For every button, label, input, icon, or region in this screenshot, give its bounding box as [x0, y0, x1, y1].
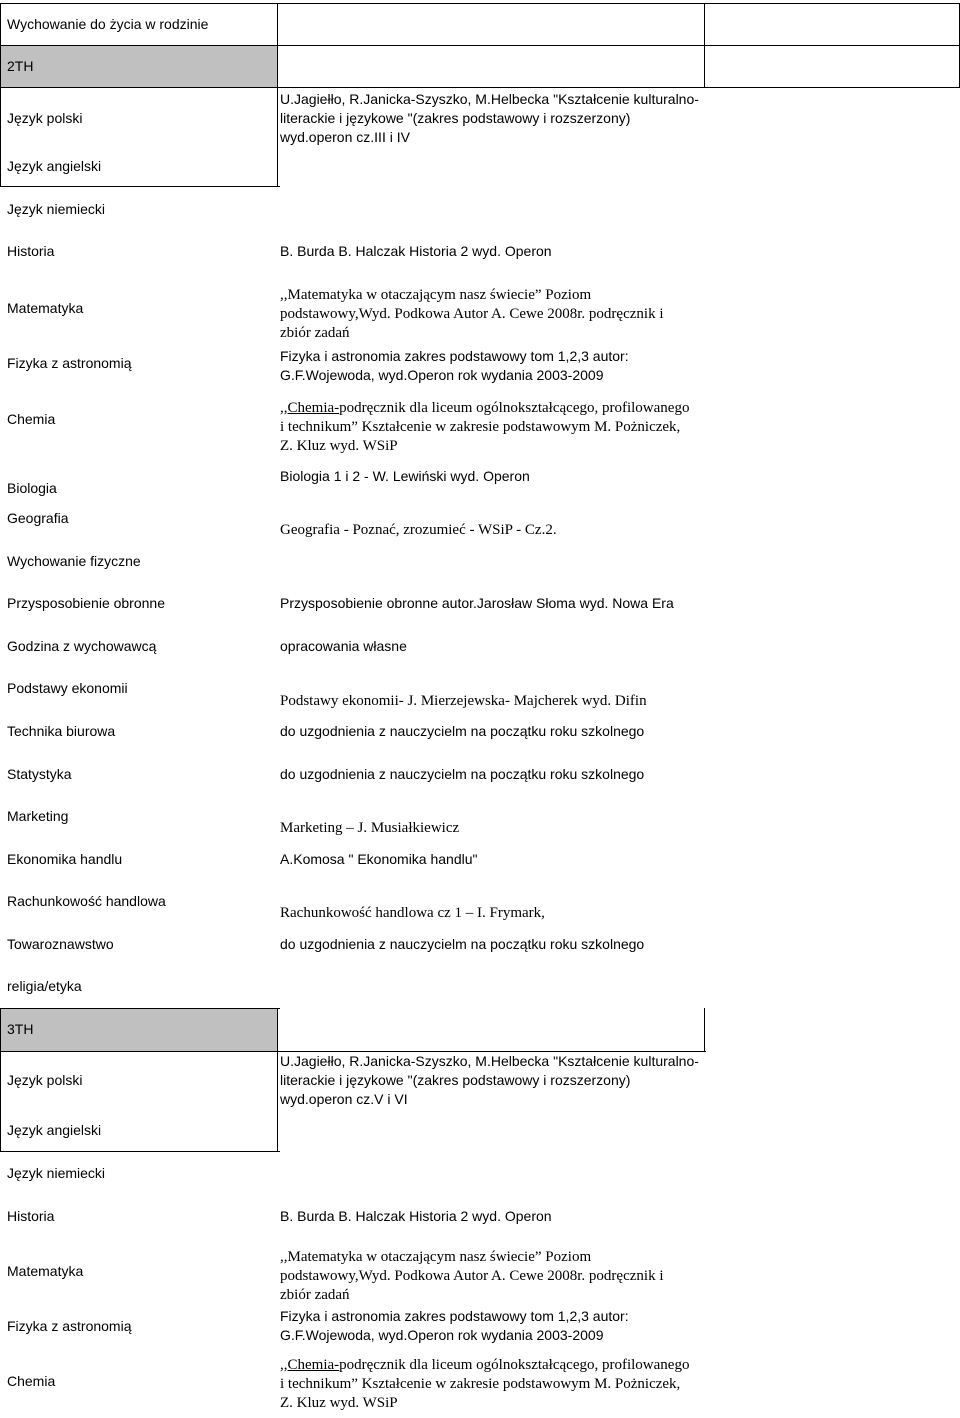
- subject-jezyk-polski-3th: Język polski: [7, 1072, 83, 1088]
- book-historia-3th: B. Burda B. Halczak Historia 2 wyd. Operon: [280, 1208, 552, 1224]
- book-chemia-3th-line1: [280, 1356, 689, 1375]
- subject-matematyka-3th: Matematyka: [7, 1263, 84, 1279]
- subject-wdzwr: Wychowanie do życia w rodzinie: [7, 16, 209, 32]
- table-border: [704, 1008, 705, 1052]
- book-chemia-3th-quote: ,,: [280, 1357, 288, 1373]
- subject-statystyka: Statystyka: [7, 766, 72, 782]
- book-fizyka-3th-line1: Fizyka i astronomia zakres podstawowy tom 1,2,3 autor:: [280, 1308, 629, 1324]
- class-label-2th: 2TH: [7, 58, 34, 74]
- book-podstawy-ekonomii: Podstawy ekonomii- J. Mierzejewska- Majcherek wyd. Difin: [280, 693, 647, 709]
- book-jezyk-polski-line3: wyd.operon cz.III i IV: [280, 129, 410, 145]
- subject-jezyk-niemiecki-3th: Język niemiecki: [7, 1165, 106, 1181]
- book-jezyk-polski-line1: U.Jagiełło, R.Janicka-Szyszko, M.Helbecka "Kształcenie kulturalno-: [280, 91, 699, 107]
- subject-marketing: Marketing: [7, 808, 69, 824]
- book-matematyka-3th-line1: ,,Matematyka w otaczającym nasz świecie” Poziom: [280, 1249, 592, 1265]
- book-chemia-line3: Z. Kluz wyd. WSiP: [280, 438, 398, 454]
- header-row-fill-2th: [1, 46, 277, 87]
- book-chemia-line1: [280, 399, 689, 418]
- subject-przysposobienie-obronne: Przysposobienie obronne: [7, 595, 165, 611]
- subject-geografia: Geografia: [7, 510, 69, 526]
- table-border: [0, 1151, 280, 1152]
- subject-historia-3th: Historia: [7, 1208, 55, 1224]
- book-matematyka-3th-line3: zbiór zadań: [280, 1287, 350, 1303]
- book-jezyk-polski-3th-line1: U.Jagiełło, R.Janicka-Szyszko, M.Helbecka "Kształcenie kulturalno-: [280, 1053, 699, 1069]
- book-ekonomika-handlu: A.Komosa " Ekonomika handlu": [280, 851, 478, 867]
- chemia-link[interactable]: Chemia-: [287, 400, 340, 416]
- book-chemia-3th-line1-rest: podręcznik dla liceum ogólnokształcącego, profilowanego: [339, 1357, 690, 1373]
- book-matematyka-3th-line2: podstawowy,Wyd. Podkowa Autor A. Cewe 2008r. podręcznik i: [280, 1268, 664, 1284]
- subject-chemia-3th: Chemia: [7, 1373, 56, 1389]
- class-label-3th: 3TH: [7, 1021, 34, 1037]
- book-chemia-quote: ,,: [280, 400, 288, 416]
- book-fizyka-line1: Fizyka i astronomia zakres podstawowy tom 1,2,3 autor:: [280, 348, 629, 364]
- subject-fizyka-3th: Fizyka z astronomią: [7, 1318, 132, 1334]
- table-border: [0, 87, 960, 88]
- subject-rachunkowosc-handlowa: Rachunkowość handlowa: [7, 893, 166, 909]
- book-jezyk-polski-line2: literackie i językowe "(zakres podstawowy i rozszerzony): [280, 110, 631, 126]
- book-matematyka-line2: podstawowy,Wyd. Podkowa Autor A. Cewe 2008r. podręcznik i: [280, 306, 664, 322]
- book-matematyka-line3: zbiór zadań: [280, 325, 350, 341]
- chemia-link-3th[interactable]: Chemia-: [287, 1357, 340, 1373]
- book-fizyka-line2: G.F.Wojewoda, wyd.Operon rok wydania 2003-2009: [280, 367, 604, 383]
- subject-jezyk-angielski: Język angielski: [7, 158, 102, 174]
- table-border: [0, 3, 1, 187]
- book-historia: B. Burda B. Halczak Historia 2 wyd. Operon: [280, 243, 552, 259]
- subject-jezyk-niemiecki: Język niemiecki: [7, 201, 106, 217]
- subject-wychowanie-fizyczne: Wychowanie fizyczne: [7, 553, 141, 569]
- table-border: [0, 186, 280, 187]
- book-chemia-line2: i technikum” Kształcenie w zakresie podstawowym M. Pożniczek,: [280, 419, 681, 435]
- book-jezyk-polski-3th-line2: literackie i językowe "(zakres podstawowy i rozszerzony): [280, 1072, 631, 1088]
- subject-historia: Historia: [7, 243, 55, 259]
- book-chemia-line1-rest: podręcznik dla liceum ogólnokształcącego, profilowanego: [339, 400, 690, 416]
- subject-godzina-z-wychowawca: Godzina z wychowawcą: [7, 638, 157, 654]
- book-rachunkowosc-handlowa: Rachunkowość handlowa cz 1 – I. Frymark,: [280, 905, 545, 921]
- book-chemia-3th-line2: i technikum” Kształcenie w zakresie podstawowym M. Pożniczek,: [280, 1376, 681, 1392]
- book-technika-biurowa: do uzgodnienia z nauczycielm na początku roku szkolnego: [280, 723, 645, 739]
- table-border: [704, 3, 705, 88]
- book-jezyk-polski-3th-line3: wyd.operon cz.V i VI: [280, 1091, 408, 1107]
- book-przysposobienie-obronne: Przysposobienie obronne autor.Jarosław Słoma wyd. Nowa Era: [280, 595, 674, 611]
- book-matematyka-line1: ,,Matematyka w otaczającym nasz świecie” Poziom: [280, 287, 592, 303]
- table-border: [0, 1008, 280, 1009]
- table-border: [0, 45, 960, 46]
- book-marketing: Marketing – J. Musiałkiewicz: [280, 820, 460, 836]
- table-border: [277, 3, 278, 187]
- subject-jezyk-polski: Język polski: [7, 110, 83, 126]
- book-fizyka-3th-line2: G.F.Wojewoda, wyd.Operon rok wydania 2003-2009: [280, 1327, 604, 1343]
- subject-chemia: Chemia: [7, 411, 56, 427]
- header-row-fill-3th: [1, 1009, 277, 1051]
- table-border: [277, 1008, 278, 1152]
- book-geografia: Geografia - Poznać, zrozumieć - WSiP - Cz.2.: [280, 522, 557, 538]
- book-towaroznawstwo: do uzgodnienia z nauczycielm na początku roku szkolnego: [280, 936, 645, 952]
- table-border: [0, 1008, 1, 1152]
- book-statystyka: do uzgodnienia z nauczycielm na początku roku szkolnego: [280, 766, 645, 782]
- subject-podstawy-ekonomii: Podstawy ekonomii: [7, 680, 128, 696]
- subject-jezyk-angielski-3th: Język angielski: [7, 1122, 102, 1138]
- table-border: [0, 3, 960, 4]
- book-chemia-3th-line3: Z. Kluz wyd. WSiP: [280, 1395, 398, 1411]
- subject-biologia: Biologia: [7, 480, 57, 496]
- subject-towaroznawstwo: Towaroznawstwo: [7, 936, 114, 952]
- subject-fizyka: Fizyka z astronomią: [7, 355, 132, 371]
- subject-religia-etyka: religia/etyka: [7, 978, 82, 994]
- subject-ekonomika-handlu: Ekonomika handlu: [7, 851, 123, 867]
- book-godzina-z-wychowawca: opracowania własne: [280, 638, 407, 654]
- subject-technika-biurowa: Technika biurowa: [7, 723, 116, 739]
- subject-matematyka: Matematyka: [7, 300, 84, 316]
- book-biologia: Biologia 1 i 2 - W. Lewiński wyd. Operon: [280, 468, 530, 484]
